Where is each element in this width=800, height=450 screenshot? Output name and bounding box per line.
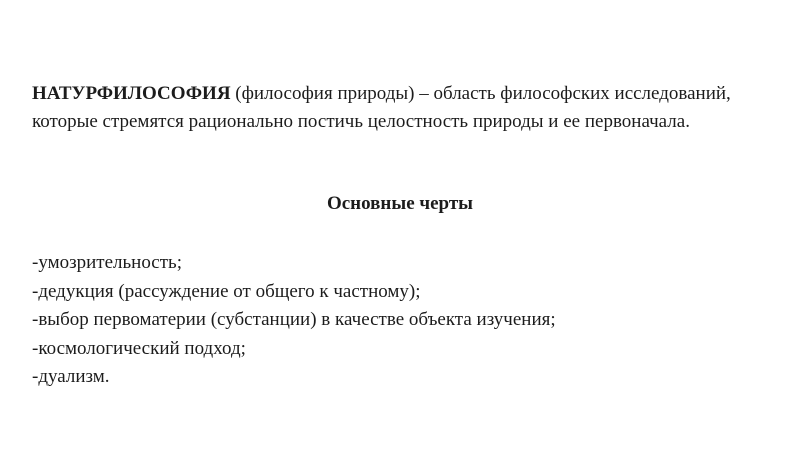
feature-item: -умозрительность; — [32, 252, 182, 273]
definition-term: НАТУРФИЛОСОФИЯ — [32, 83, 231, 104]
features-heading: Основные черты — [326, 193, 474, 214]
definition-paragraph — [32, 80, 772, 135]
features-list — [32, 249, 772, 392]
feature-item: -дедукция (рассуждение от общего к частному); — [32, 280, 421, 302]
feature-item: -космологический подход; — [32, 337, 246, 359]
definition-text: (философия природы) – область философских исследований, которые стремятся рационально постичь целостность природы и ее первоначала. — [32, 83, 731, 132]
feature-item: -выбор первоматерии (субстанции) в качестве объекта изучения; — [32, 309, 556, 331]
feature-item: -дуализм. — [32, 366, 110, 388]
